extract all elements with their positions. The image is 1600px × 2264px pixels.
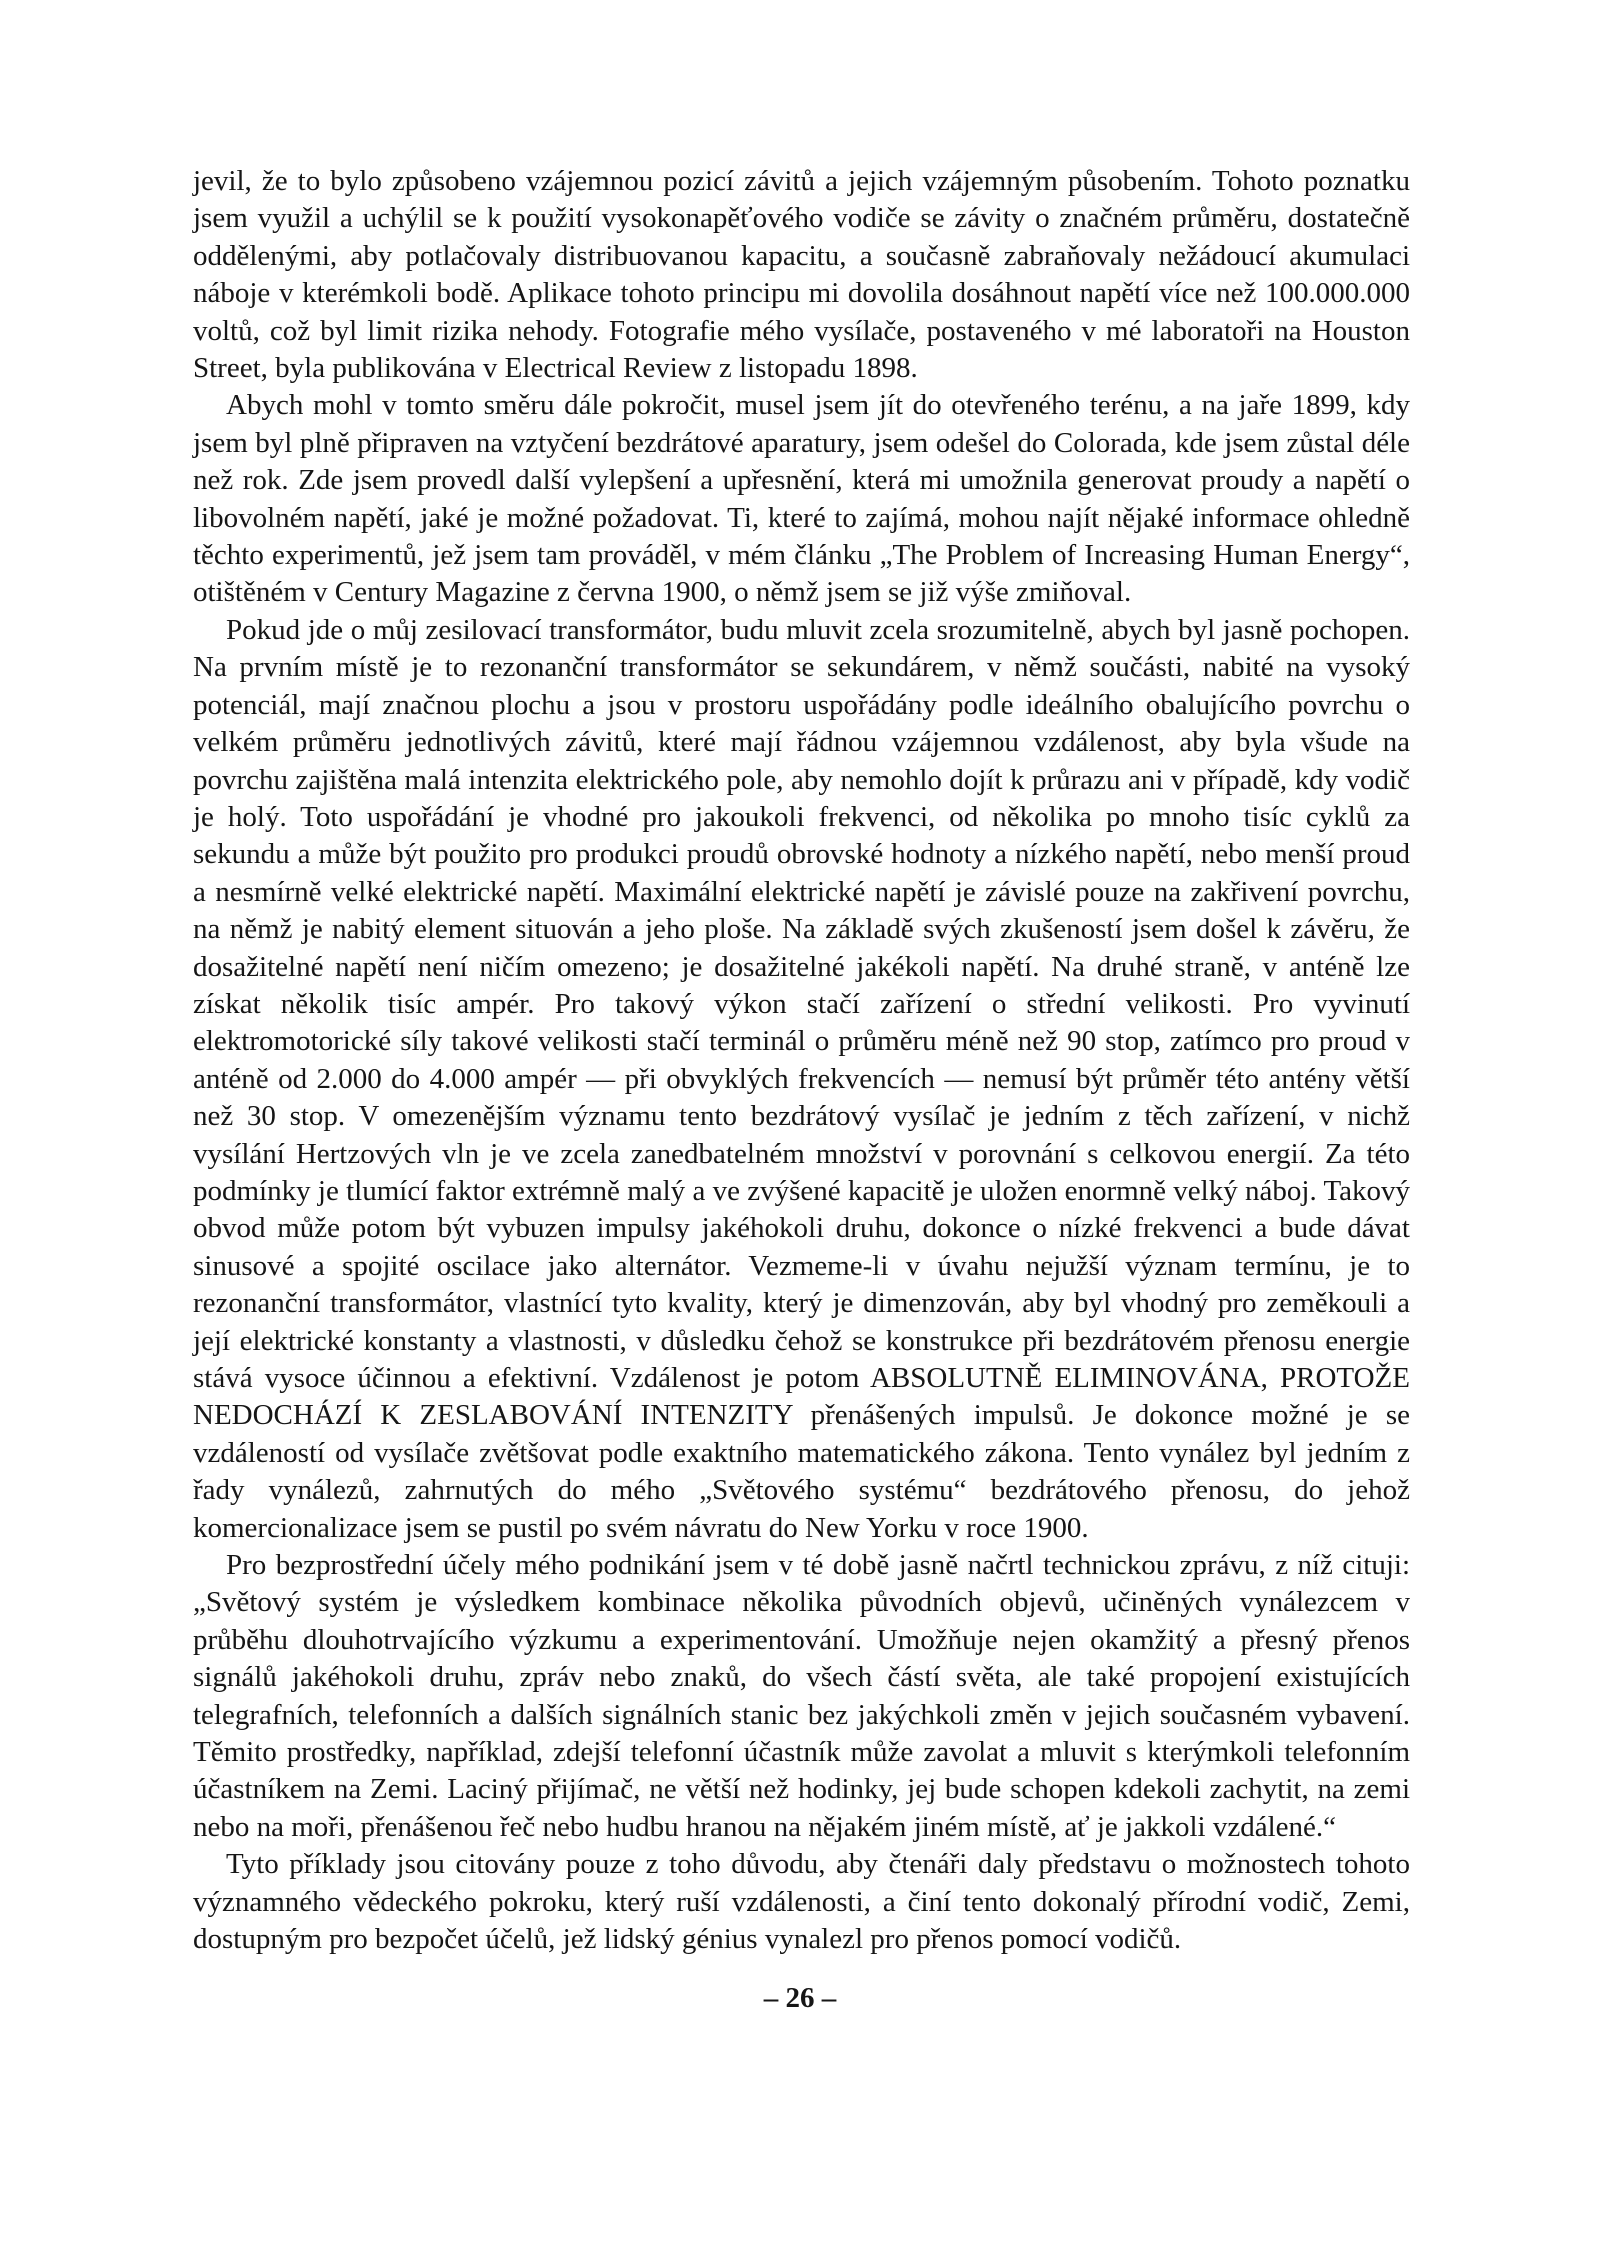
page-number: – 26 – (763, 1982, 837, 2014)
paragraph-world-system-quote: Pro bezprostřední účely mého podnikání jsem v té době jasně načrtl technickou zprávu, z níž cituji: „Světový systém je výsledkem kombinace několika původních objevů, učiněných vynálezcem v průběhu dlouhotrvajícího výzkumu a experimentování. Umožňuje nejen okamžitý a přesný přenos signálů jakéhokoli druhu, zpráv nebo znaků, do všech částí světa, ale také propojení existujících telegrafních, telefonních a dalších signálních stanic bez jakýchkoli změn v jejich současném vybavení. Těmito prostředky, například, zdejší telefonní účastník může zavolat a mluvit s kterýmkoli telefonním účastníkem na Zemi. Laciný přijímač, ne větší než hodinky, jej bude schopen kdekoli zachytit, na zemi nebo na moři, přenášenou řeč nebo hudbu hranou na nějakém jiném místě, ať je jakkoli vzdálené.“ (193, 1549, 1410, 1843)
paragraph-continuation: jevil, že to bylo způsobeno vzájemnou pozicí závitů a jejich vzájemným působením. Tohoto poznatku jsem využil a uchýlil se k použití vysokonapěťového vodiče se závity o značném průměru, dostatečně oddělenými, aby potlačovaly distribuovanou kapacitu, a současně zabraňovaly nežádoucí akumulaci náboje v kterémkoli bodě. Aplikace tohoto principu mi dovolila dosáhnout napětí více než 100.000.000 voltů, což byl limit rizika nehody. Fotografie mého vysílače, postaveného v mé laboratoři na Houston Street, byla publikována v Electrical Review z listopadu 1898. (193, 165, 1410, 385)
paragraph-colorado: Abych mohl v tomto směru dále pokročit, musel jsem jít do otevřeného terénu, a na jaře 1899, kdy jsem byl plně připraven na vztyčení bezdrátové aparatury, jsem odešel do Colorada, kde jsem zůstal déle než rok. Zde jsem provedl další vylepšení a upřesnění, která mi umožnila generovat proudy a napětí o libovolném napětí, jaké je možné požadovat. Ti, které to zajímá, mohou najít nějaké informace ohledně těchto experimentů, jež jsem tam prováděl, v mém článku „The Problem of Increasing Human Energy“, otištěném v Century Magazine z června 1900, o němž jsem se již výše zmiňoval. (193, 389, 1410, 609)
paragraph-examples: Tyto příklady jsou citovány pouze z toho důvodu, aby čtenáři daly představu o možnostech tohoto významného vědeckého pokroku, který ruší vzdálenosti, a činí tento dokonalý přírodní vodič, Zemi, dostupným pro bezpočet účelů, jež lidský génius vynalezl pro přenos pomocí vodičů. (193, 1848, 1410, 1956)
paragraph-transformer: Pokud jde o můj zesilovací transformátor, budu mluvit zcela srozumitelně, abych byl jasně pochopen. Na prvním místě je to rezonanční transformátor se sekundárem, v němž součásti, nabité na vysoký potenciál, mají značnou plochu a jsou v prostoru uspořádány podle ideálního obalujícího povrchu o velkém průměru jednotlivých závitů, které mají řádnou vzájemnou vzdálenost, aby byla všude na povrchu zajištěna malá intenzita elektrického pole, aby nemohlo dojít k průrazu ani v případě, kdy vodič je holý. Toto uspořádání je vhodné pro jakoukoli frekvenci, od několika po mnoho tisíc cyklů za sekundu a může být použito pro produkci proudů obrovské hodnoty a nízkého napětí, nebo menší proud a nesmírně velké elektrické napětí. Maximální elektrické napětí je závislé pouze na zakřivení povrchu, na němž je nabitý element situován a jeho ploše. Na základě svých zkušeností jsem došel k závěru, že dosažitelné napětí není ničím omezeno; je dosažitelné jakékoli napětí. Na druhé straně, v anténě lze získat několik tisíc ampér. Pro takový výkon stačí zařízení o střední velikosti. Pro vyvinutí elektromotorické síly takové velikosti stačí terminál o průměru méně než 90 stop, zatímco pro proud v anténě od 2.000 do 4.000 ampér — při obvyklých frekvencích — nemusí být průměr této antény větší než 30 stop. V omezenějším významu tento bezdrátový vysílač je jedním z těch zařízení, v nichž vysílání Hertzových vln je ve zcela zanedbatelném množství v porovnání s celkovou energií. Za této podmínky je tlumící faktor extrémně malý a ve zvýšené kapacitě je uložen enormně velký náboj. Takový obvod může potom být vybuzen impulsy jakéhokoli druhu, dokonce o nízké frekvenci a bude dávat sinusové a spojité oscilace jako alternátor. Vezmeme-li v úvahu nejužší význam termínu, je to rezonanční transformátor, vlastnící tyto kvality, který je dimenzován, aby byl vhodný pro zeměkouli a její elektrické konstanty a vlastnosti, v důsledku čehož se konstrukce při bezdrátovém přenosu energie stává vysoce účinnou a efektivní. Vzdálenost je potom ABSOLUTNĚ ELIMINOVÁNA, PROTOŽE NEDOCHÁZÍ K ZESLABOVÁNÍ INTENZITY přenášených impulsů. Je dokonce možné je se vzdáleností od vysílače zvětšovat podle exaktního matematického zákona. Tento vynález byl jedním z řady vynálezů, zahrnutých do mého „Světového systému“ bezdrátového přenosu, do jehož komercionalizace jsem se pustil po svém návratu do New Yorku v roce 1900. (193, 613, 1410, 1544)
body-text (193, 163, 1410, 1959)
